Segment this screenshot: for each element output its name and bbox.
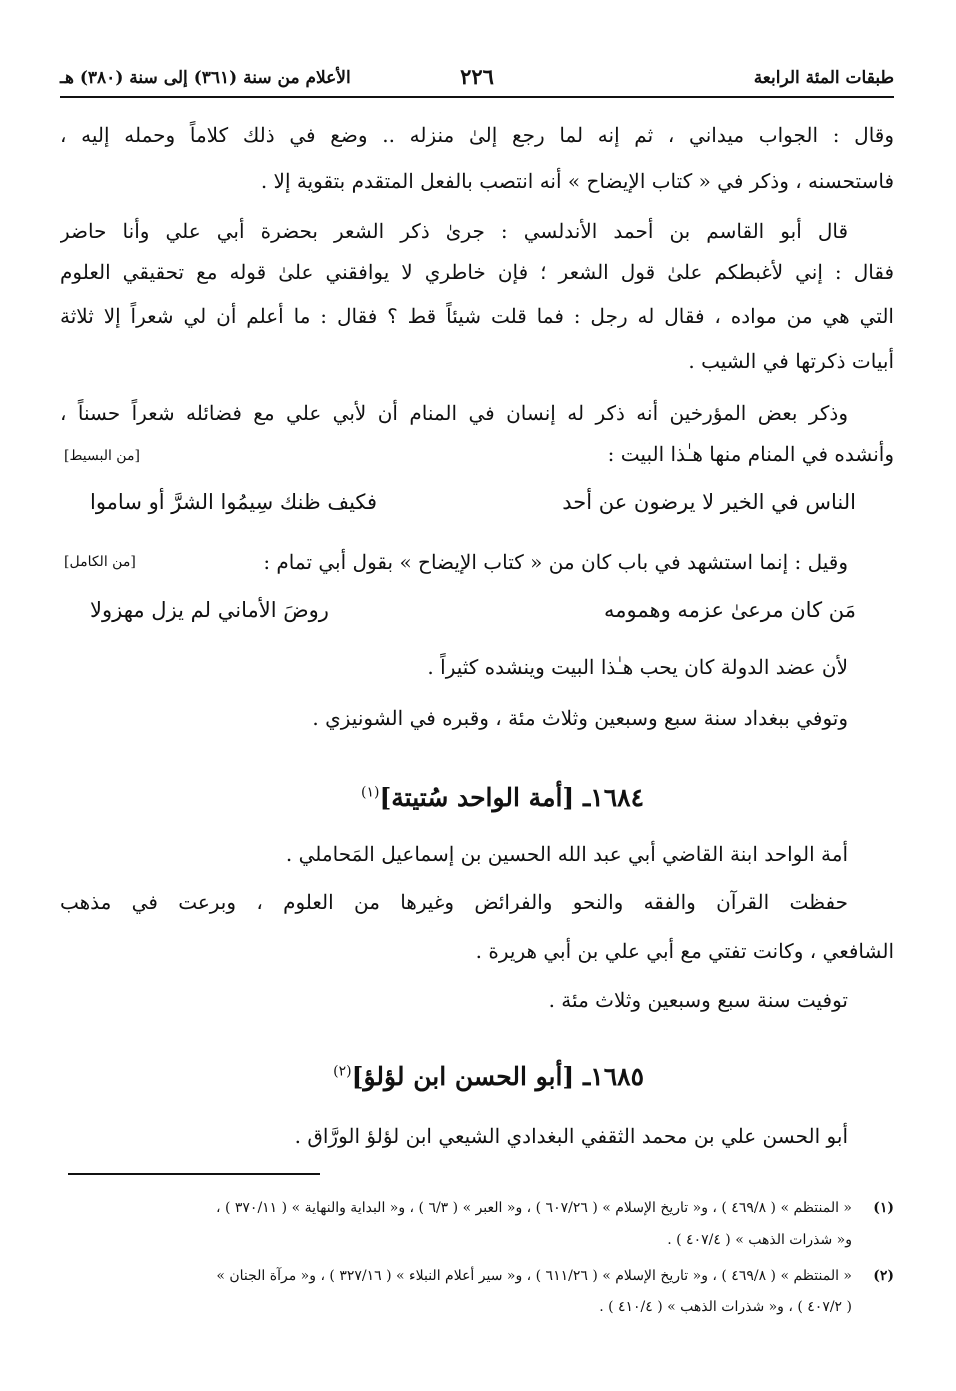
- verse-hemistich-first: الناس في الخير لا يرضون عن أحد: [562, 490, 856, 514]
- entry-number: ١٦٨٤: [590, 783, 644, 812]
- body-line: أبيات ذكرتها في الشيب .: [688, 349, 894, 373]
- entry-number: ١٦٨٥: [590, 1062, 644, 1091]
- footnote-marker: (١): [360, 784, 380, 801]
- body-line: فاستحسنه ، وذكر في « كتاب الإيضاح » أنه انتصب بالفعل المتقدم بتقوية إلا .: [260, 169, 894, 193]
- footnote-text: ( ٤٠٧/٢ ) ، و« شذرات الذهب » ( ٤١٠/٤ ) .: [599, 1299, 852, 1315]
- meter-tag: [من الكامل]: [64, 554, 136, 570]
- body-line: حفظت القرآن والفقه والنحو والفرائض وغيرها من العلوم ، وبرعت في مذهب: [60, 890, 848, 914]
- verse-hemistich-second: روضَ الأماني لم يزل مهزولا: [90, 598, 329, 622]
- page-number: ٢٢٦: [460, 64, 494, 89]
- body-line: توفيت سنة سبع وسبعين وثلاث مئة .: [548, 988, 848, 1012]
- body-line: أبو الحسن علي بن محمد الثقفي البغدادي الشيعي ابن لؤلؤ الورَّاق .: [294, 1124, 848, 1148]
- header-year-range: الأعلام من سنة (٣٦١) إلى سنة (٣٨٠) هـ: [60, 68, 351, 88]
- body-line: الشافعي ، وكانت تفتي مع أبي علي بن أبي هريرة .: [475, 939, 894, 963]
- footnote-text: « المنتظم » ( ٤٦٩/٨ ) ، و« تاريخ الإسلام » ( ٦٠٧/٢٦ ) ، و« العبر » ( ٦/٣ ) ، و« البداية والنهاية » ( ٣٧٠/١١ ) ،: [216, 1200, 852, 1216]
- body-line: وذكر بعض المؤرخين أنه ذكر له إنسان في المنام أن لأبي علي مع فضائله شعراً حسناً ،: [60, 401, 848, 425]
- verse-hemistich-second: فكيف ظنك سِيمُوا الشرَّ أو ساموا: [90, 490, 378, 514]
- footnote-text: « المنتظم » ( ٤٦٩/٨ ) ، و« تاريخ الإسلام » ( ٦١١/٢٦ ) ، و« سير أعلام النبلاء » ( ٣٢٧/١٦ ) ، و« مرآة الجنان »: [216, 1268, 852, 1284]
- body-line: قال أبو القاسم بن أحمد الأندلسي : جرىٰ ذكر الشعر بحضرة أبي علي وأنا حاضر: [60, 219, 848, 243]
- running-header: [60, 60, 894, 98]
- footnote-text: و« شذرات الذهب » ( ٤٠٧/٤ ) .: [667, 1232, 852, 1248]
- footnote-marker: (٢): [333, 1063, 352, 1080]
- body-line: وتوفي ببغداد سنة سبع وسبعين وثلاث مئة ، وقبره في الشونيزي .: [312, 706, 848, 730]
- header-book-section: طبقات المئة الرابعة: [753, 68, 894, 88]
- footnote: [60, 1264, 894, 1288]
- entry-title: ـ [أمة الواحد سُتيتة]: [379, 783, 591, 812]
- body-line: وقال : الجواب ميداني ، ثم إنه لما رجع إلىٰ منزله .. وضع في ذلك كلاماً وحمله إليه ،: [60, 123, 894, 147]
- body-line: وقيل : إنما استشهد في باب كان من « كتاب الإيضاح » بقول أبي تمام :: [263, 550, 848, 574]
- body-line: التي هي من مواده ، فقال له رجل : فما قلت شيئاً قط ؟ فقال : ما أعلم أن لي شعراً إلا ثلاثة: [60, 304, 894, 328]
- entry-title: ـ [أبو الحسن ابن لؤلؤ]: [351, 1062, 591, 1091]
- body-line: فقال : إني لأغبطكم علىٰ قول الشعر ؛ فإن خاطري لا يوافقني علىٰ قوله مع تحقيقي العلوم: [60, 260, 894, 284]
- verse-hemistich-first: مَن كان مرعىٰ عزمه وهمومه: [604, 598, 856, 622]
- body-line: وأنشده في المنام منها هـٰذا البيت :: [607, 442, 894, 466]
- footnote-continued: [60, 1228, 894, 1252]
- meter-tag: [من البسيط]: [64, 448, 140, 464]
- entry-heading: [361, 783, 644, 812]
- footnote: [60, 1196, 894, 1220]
- entry-heading: [333, 1062, 644, 1091]
- body-line: أمة الواحد ابنة القاضي أبي عبد الله الحسين بن إسماعيل المَحاملي .: [285, 842, 848, 866]
- footnote-number: (١): [873, 1200, 894, 1216]
- body-line: لأن عضد الدولة كان يحب هـٰذا البيت وينشده كثيراً .: [427, 655, 848, 679]
- footnote-separator: [68, 1173, 320, 1175]
- footnote-continued: [60, 1295, 894, 1319]
- footnote-number: (٢): [873, 1268, 894, 1284]
